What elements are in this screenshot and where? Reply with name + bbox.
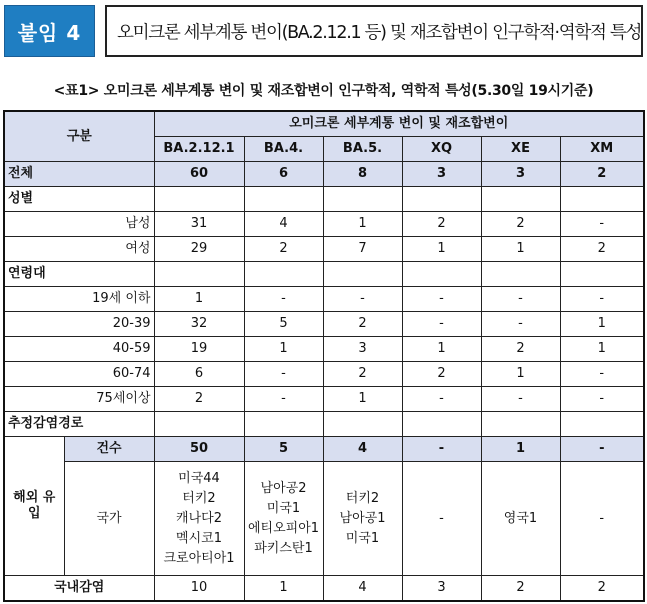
row-label: 20-39	[4, 312, 154, 337]
data-cell: -	[560, 287, 644, 312]
count-cell: 4	[323, 437, 402, 462]
count-label: 건수	[64, 437, 154, 462]
data-cell: 2	[402, 362, 481, 387]
data-cell: 31	[154, 212, 244, 237]
data-cell: -	[402, 312, 481, 337]
table-row	[4, 237, 644, 262]
country-entry: 남아공1	[339, 510, 386, 526]
age-category-row	[4, 262, 644, 287]
data-cell: 6	[154, 362, 244, 387]
country-entry: 터키2	[182, 490, 216, 506]
column-header: BA.4.	[244, 137, 323, 162]
domestic-row	[4, 576, 644, 602]
column-header: XM	[560, 137, 644, 162]
data-cell: 1	[402, 337, 481, 362]
country-entry: 미국1	[266, 500, 301, 516]
table-caption: <표1> 오미크론 세부계통 변이 및 재조합변이 인구학적, 역학적 특성(5.30일 19시기준)	[53, 83, 594, 99]
data-cell: 2	[481, 212, 560, 237]
total-cell: 2	[560, 162, 644, 187]
data-cell: 1	[481, 237, 560, 262]
header-row-1	[4, 111, 644, 137]
data-cell: 1	[323, 387, 402, 412]
data-cell: 2	[323, 312, 402, 337]
data-cell: 2	[560, 576, 644, 602]
route-category-row	[4, 412, 644, 437]
data-cell: 29	[154, 237, 244, 262]
data-cell: 4	[323, 576, 402, 602]
row-label: 여성	[4, 237, 154, 262]
data-cell: -	[560, 362, 644, 387]
data-cell: 19	[154, 337, 244, 362]
data-cell: -	[244, 387, 323, 412]
data-cell: -	[244, 287, 323, 312]
country-entry: 멕시코1	[176, 530, 222, 546]
country-entry: 에티오피아1	[247, 520, 320, 536]
country-cell	[481, 462, 560, 576]
data-cell: -	[560, 387, 644, 412]
data-cell: 4	[244, 212, 323, 237]
table-row	[4, 212, 644, 237]
row-label: 남성	[4, 212, 154, 237]
data-cell: 1	[154, 287, 244, 312]
data-cell: 2	[402, 212, 481, 237]
group-header: 오미크론 세부계통 변이 및 재조합변이	[154, 111, 644, 137]
data-cell: 2	[560, 237, 644, 262]
country-cell	[402, 462, 481, 576]
country-entry: 터키2	[345, 490, 380, 506]
overseas-country-row	[4, 462, 644, 576]
table-row	[4, 362, 644, 387]
data-cell: 1	[560, 312, 644, 337]
data-cell: 32	[154, 312, 244, 337]
count-cell: 5	[244, 437, 323, 462]
data-cell: 3	[402, 576, 481, 602]
total-cell: 8	[323, 162, 402, 187]
count-cell: 1	[481, 437, 560, 462]
country-entry: 캐나다2	[176, 510, 222, 526]
row-label: 60-74	[4, 362, 154, 387]
row-label: 19세 이하	[4, 287, 154, 312]
country-label: 국가	[64, 462, 154, 576]
corner-header: 구분	[4, 111, 154, 162]
data-cell: -	[402, 387, 481, 412]
total-label: 전체	[4, 162, 154, 187]
count-cell: 50	[154, 437, 244, 462]
data-cell: 1	[402, 237, 481, 262]
table-row	[4, 387, 644, 412]
count-cell: -	[560, 437, 644, 462]
country-entry: -	[439, 510, 444, 526]
total-cell: 60	[154, 162, 244, 187]
header-bar	[0, 2, 647, 60]
data-cell: 5	[244, 312, 323, 337]
table-row	[4, 287, 644, 312]
country-entry: 크로아티아1	[163, 550, 235, 566]
variant-statistics-table	[3, 110, 645, 602]
route-label: 추정감염경로	[4, 412, 154, 437]
total-cell: 6	[244, 162, 323, 187]
data-cell: 1	[244, 576, 323, 602]
country-cell	[154, 462, 244, 576]
overseas-count-row	[4, 437, 644, 462]
data-cell: 2	[481, 337, 560, 362]
column-header: BA.5.	[323, 137, 402, 162]
table-row	[4, 312, 644, 337]
data-cell: -	[481, 387, 560, 412]
sex-category-row	[4, 187, 644, 212]
data-cell: 7	[323, 237, 402, 262]
data-cell: 10	[154, 576, 244, 602]
data-cell: 1	[244, 337, 323, 362]
data-cell: 1	[481, 362, 560, 387]
data-cell: 2	[481, 576, 560, 602]
country-entry: 파키스탄1	[254, 540, 313, 556]
domestic-label: 국내감염	[4, 576, 154, 602]
overseas-label: 해외 유입	[4, 437, 64, 576]
country-cell	[323, 462, 402, 576]
data-cell: 2	[154, 387, 244, 412]
data-cell: -	[481, 312, 560, 337]
data-cell: -	[402, 287, 481, 312]
country-entry: -	[599, 510, 605, 526]
country-entry: 미국44	[178, 470, 220, 486]
age-label: 연령대	[4, 262, 154, 287]
country-entry: 영국1	[503, 510, 538, 526]
column-header: BA.2.12.1	[154, 137, 244, 162]
data-cell: -	[560, 212, 644, 237]
data-cell: -	[244, 362, 323, 387]
column-header: XQ	[402, 137, 481, 162]
total-row	[4, 162, 644, 187]
total-cell: 3	[402, 162, 481, 187]
count-cell: -	[402, 437, 481, 462]
row-label: 75세이상	[4, 387, 154, 412]
data-cell: 2	[323, 362, 402, 387]
country-entry: 남아공2	[260, 480, 307, 496]
data-cell: -	[323, 287, 402, 312]
data-cell: 3	[323, 337, 402, 362]
document-title: 오미크론 세부계통 변이(BA.2.12.1 등) 및 재조합변이 인구학적·역학적 특성	[105, 5, 643, 57]
country-cell	[244, 462, 323, 576]
total-cell: 3	[481, 162, 560, 187]
attachment-badge: 붙임 4	[4, 5, 95, 57]
country-cell	[560, 462, 644, 576]
data-cell: 1	[323, 212, 402, 237]
sex-label: 성별	[4, 187, 154, 212]
column-header: XE	[481, 137, 560, 162]
row-label: 40-59	[4, 337, 154, 362]
country-entry: 미국1	[345, 530, 380, 546]
data-cell: 2	[244, 237, 323, 262]
data-cell: 1	[560, 337, 644, 362]
table-row	[4, 337, 644, 362]
data-cell: -	[481, 287, 560, 312]
